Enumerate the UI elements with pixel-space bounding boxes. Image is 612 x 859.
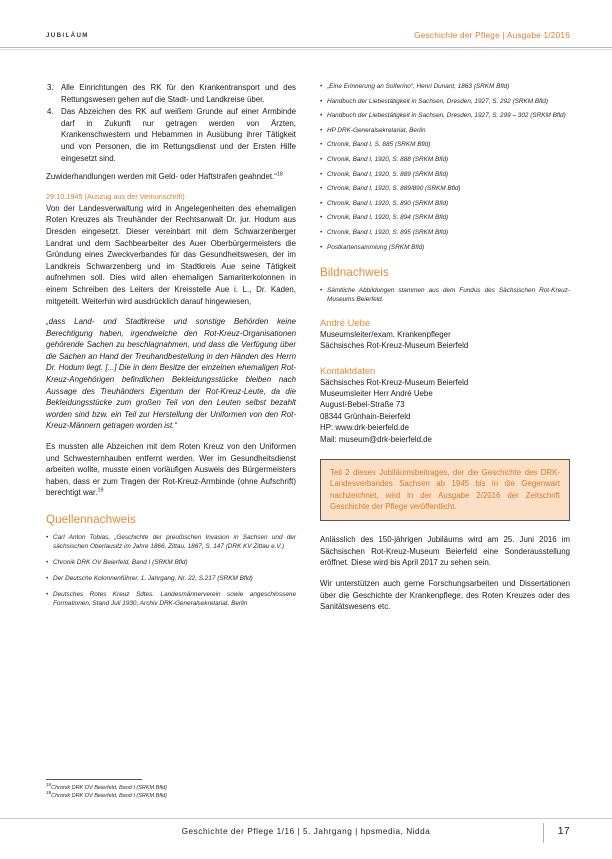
reference-text: Carl Anton Tobias, „Geschichte der preußischen Invasion in Sachsen und der sächsischen Oberlausitz im Jahre 1866, Zittau, 1867, S. 147 (DRK KV Zittau e.V.) [53, 534, 296, 551]
header-rule-secondary [0, 49, 612, 50]
paragraph-after-list [46, 171, 296, 183]
bildnachweis-list [320, 286, 570, 304]
page-number: 17 [557, 825, 570, 837]
footnote-item [46, 792, 376, 800]
contact-homepage[interactable]: HP: www.drk-beierfeld.de [320, 423, 410, 433]
paragraph-jubilaeum: Anlässlich des 150-jährigen Jubiläums wird am 25. Juni 2016 im Sächsischen Rot-Kreuz-Museum Beierfeld eine Sonderausstellung eröffnet. Diese wird bis April 2017 zu sehen sein. [320, 535, 570, 568]
heading-quellennachweis: Quellennachweis [46, 513, 136, 526]
author-role: Museumsleiter/exam. Krankenpfleger [320, 329, 451, 339]
reference-item [46, 574, 296, 583]
bullet-icon: • [320, 155, 323, 163]
bullet-icon: • [320, 228, 323, 236]
reference-text: Der Deutsche Kolonnenführer, 1. Jahrgang, Nr. 22, S.217 (SRKM Bfld) [53, 575, 253, 583]
heading-contact: Kontaktdaten [320, 364, 376, 376]
contact-email[interactable]: Mail: museum@drk-beierfeld.de [320, 434, 432, 444]
reference-item [320, 199, 570, 208]
date-heading: 29.10.1945 (Auszug aus der Vernunschrift) [46, 191, 185, 201]
reference-item [46, 558, 296, 567]
running-head-section: JUBILÄUM [46, 31, 89, 39]
contact-street: August-Bebel-Straße 73 [320, 400, 405, 410]
contact-city: 08344 Grünhain-Beierfeld [320, 411, 411, 421]
bullet-icon: • [320, 97, 323, 105]
list-item [46, 106, 296, 164]
footer-rule [0, 818, 612, 819]
reference-text: HP DRK-Generalsekretariat, Berlin [327, 126, 426, 134]
reference-text: Handbuch der Liebestätigkeit in Sachsen, Dresden, 1927, S. 299 – 302 (SRKM Bfld) [327, 112, 566, 120]
reference-item [320, 155, 570, 164]
bullet-icon: • [320, 141, 323, 149]
header-rule [0, 47, 612, 48]
callout-text: Teil 2 dieses Jubiläumsbeitrages, der die Geschichte des DRK-Landesverbandes Sachsen ab 1945 bis in die Gegenwart nachzeichnet, wird in der Ausgabe 2/2016 der Zeitschrift Geschichte der Pflege veröffentlicht. [330, 468, 560, 511]
paragraph-abzeichen [46, 441, 296, 499]
bullet-icon: • [46, 575, 49, 583]
left-column [46, 82, 296, 616]
right-column [320, 82, 570, 622]
running-head-publication: Geschichte der Pflege | Ausgabe 1/2016 [414, 30, 570, 40]
bullet-icon: • [320, 243, 323, 251]
running-head [46, 26, 570, 44]
reference-text: Chronik, Band I, S. 885 (SRKM Bfld) [327, 141, 431, 149]
list-item-text: Das Abzeichen des RK auf weißem Grunde auf einer Armbinde darf in Zukunft nur getragen werden von Ärzten, Krankenschwestern und Hebammen in Ausübung ihrer Tätigkeit und von Personen, die im Rettungsdienst und der Ersten Hilfe eingesetzt sind. [61, 107, 296, 163]
bullet-icon: • [320, 286, 323, 294]
footnote-number: 19 [46, 790, 52, 796]
reference-text: Chronik, Band I, 1920, S. 889/890 (SRKM Bfld) [327, 185, 461, 193]
reference-text: Postkartensammlung (SRKM Bfld) [327, 243, 425, 251]
reference-item [320, 126, 570, 135]
reference-item [46, 590, 296, 608]
reference-item [320, 97, 570, 106]
reference-item [320, 111, 570, 120]
reference-text: Chronik, Band I, 1920, S. 894 (SRKM Bfld) [327, 214, 449, 222]
block-quote: „dass Land- und Stadtkreise und sonstige Behörden keine Berechtigung haben, irgendwelche den Rot-Kreuz-Organisationen gehörende Sachen zu beschlagnahmen, und dass die Verfügung über die Sachen an Hand der Treuhandbestellung in den Händen des Herrn Dr. Hodum liegt. [...] Die in dem Besitze der einzelnen ehemaligen Rot-Kreuz-Angehörigen befindlichen Bekleidungsstücke bleiben nach Aussage des Treuhänders Eigentum der Rot-Kreuz-Leute, da die Bekleidungsstücke zum großen Teil von den Leuten selbst bezahlt worden sind bzw. ein Teil zur Herstellung der Uniformen von den Rot-Kreuz-Männern getragen worden ist.“ [46, 317, 296, 431]
heading-bildnachweis: Bildnachweis [320, 265, 389, 279]
bullet-icon: • [320, 185, 323, 193]
reference-item [320, 82, 570, 91]
reference-item [320, 286, 570, 304]
footnote-text: Chronik DRK OV Beierfeld, Band I (SRKM Bfld) [51, 793, 167, 799]
footer [0, 823, 612, 845]
bullet-icon: • [46, 534, 49, 541]
list-item [46, 82, 296, 105]
footnote-marker-18: 18 [276, 171, 283, 178]
author-details [320, 329, 570, 352]
list-item-number: 3. [47, 83, 54, 92]
contact-person: Museumsleiter Herr André Uebe [320, 389, 433, 399]
reference-item [320, 184, 570, 193]
paragraph-after-list-text: Zuwiderhandlungen werden mit Geld- oder Haftstrafen geahndet.“ [46, 172, 277, 182]
bullet-icon: • [320, 83, 323, 90]
bullet-icon: • [320, 112, 323, 120]
list-item-text: Alle Einrichtungen des RK für den Krankentransport und des Rettungswesen gehen auf die Stadt- und Landkreise über. [61, 83, 296, 104]
bullet-icon: • [46, 591, 49, 599]
reference-item [320, 243, 570, 252]
footer-citation: Geschichte der Pflege 1/16 | 5. Jahrgang | hpsmedia, Nidda [181, 827, 431, 836]
reference-text: Chronik, Band I, 1920, S. 889 (SRKM Bfld) [327, 170, 449, 178]
paragraph-landesverwaltung: Von der Landesverwaltung wird in Angelegenheiten des ehemaligen Roten Kreuzes als Treuhänder der Rechtsanwalt Dr. jur. Hodum aus Dresden eingesetzt. Dieser vereinbart mit dem Schwarzenberger Landrat und dem Sachbearbeiter des Auer Oberbürgermeisters die Gründung eines Zweckverbandes für das Gesundheitswesen, der im Landkreis Schwarzenberg und im Stadtkreis Aue seine Tätigkeit aufnehmen soll. Dies wird allen ehemaligen Samariterkolonnen in einem Schreiben des Leiters der Kreisstelle Aue i. L., Dr. Kaden, mitgeteilt. Weiterhin wird ausdrücklich darauf hingewiesen, [46, 203, 296, 306]
author-institution: Sächsisches Rot-Kreuz-Museum Beierfeld [320, 341, 469, 351]
reference-item [46, 533, 296, 551]
reference-text: Chronik DRK OV Beierfeld, Band I (SRKM Bfld) [53, 559, 188, 567]
reference-text: Chronik, Band I, 1920, S. 895 (SRKM Bfld) [327, 228, 449, 236]
reference-item [320, 213, 570, 222]
heading-author: André Uebe [320, 316, 371, 328]
reference-item [320, 140, 570, 149]
footnote-item [46, 784, 376, 792]
footnote-text: Chronik DRK OV Beierfeld, Band I (SRKM Bfld) [51, 785, 167, 791]
ordered-list [46, 82, 296, 164]
reference-text: Handbuch der Liebestätigkeit in Sachsen, Dresden, 1927, S. 292 (SRKM Bfld) [327, 97, 548, 105]
footnote-number: 18 [46, 782, 52, 788]
references-continued-list [320, 82, 570, 252]
footer-divider [543, 823, 544, 843]
bullet-icon: • [320, 214, 323, 222]
footnote-marker-19: 19 [97, 487, 104, 494]
reference-item [320, 228, 570, 237]
reference-text: Sämtliche Abbildungen stammen aus dem Fundus des Sächsischen Rot-Kreuz-Museums Beierfeld. [327, 286, 570, 303]
reference-text: „Eine Erinnerung an Solferino“, Henri Dunant, 1863 (SRKM Bfld) [327, 83, 510, 90]
bullet-icon: • [320, 170, 323, 178]
bullet-icon: • [320, 126, 323, 134]
bullet-icon: • [320, 199, 323, 207]
footnote-rule [46, 779, 142, 780]
bullet-icon: • [46, 559, 49, 567]
reference-text: Chronik, Band I, 1920, S. 888 (SRKM Bfld) [327, 155, 449, 163]
quellennachweis-list [46, 533, 296, 609]
reference-text: Chronik, Band I, 1920, S. 890 (SRKM Bfld) [327, 199, 449, 207]
reference-item [320, 170, 570, 179]
list-item-number: 4. [47, 107, 54, 117]
contact-details [320, 377, 570, 445]
paragraph-forschung: Wir unterstützen auch gerne Forschungsarbeiten und Dissertationen über die Geschichte der Krankenpflege, des Roten Kreuzes oder des Sanitätswesens etc. [320, 579, 570, 612]
callout-box [320, 459, 570, 521]
reference-text: Deutsches Rotes Kreuz Sdtes. Landesmännerverein sowie angeschlossene Formationen, Stand Juli 1930, Archiv DRK-Generalsekretariat, Berlin [53, 591, 296, 608]
contact-institution: Sächsisches Rot-Kreuz-Museum Beierfeld [320, 377, 469, 387]
paragraph-abzeichen-text: Es mussten alle Abzeichen mit dem Roten Kreuz von den Uniformen und Schwesternhauben entfernt werden. Wer im Gesundheitsdienst arbeiten wollte, musste einen vorläufigen Ausweis des Bürgermeisters haben, dass er zum Tragen der Rot-Kreuz-Armbinde (ohne Aufschrift) berechtigt war. [46, 442, 296, 498]
footnotes [46, 784, 376, 800]
